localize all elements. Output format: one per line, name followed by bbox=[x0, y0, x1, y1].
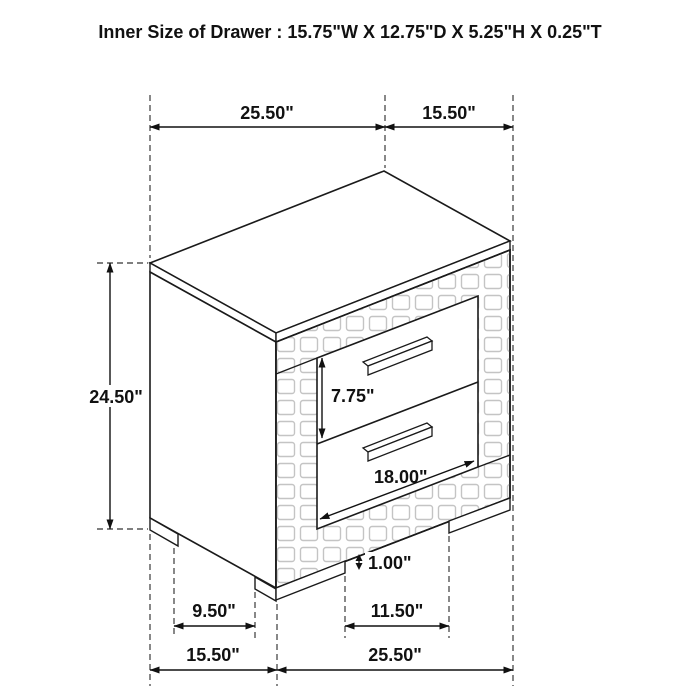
bottom-width-label: 25.50" bbox=[368, 645, 422, 665]
top-width-label: 25.50" bbox=[240, 103, 294, 123]
bottom-depth-label: 15.50" bbox=[186, 645, 240, 665]
drawer-width-label: 18.00" bbox=[374, 467, 428, 487]
arrow-down-icon bbox=[356, 563, 363, 570]
nightstand bbox=[150, 171, 510, 601]
side-leg-gap-label: 9.50" bbox=[192, 601, 236, 621]
base-clearance-label: 1.00" bbox=[368, 553, 412, 573]
top-depth-label: 15.50" bbox=[422, 103, 476, 123]
height-label: 24.50" bbox=[89, 387, 143, 407]
drawer-height-label: 7.75" bbox=[331, 386, 375, 406]
front-leg-gap-label: 11.50" bbox=[370, 601, 424, 621]
base-clearance-dim bbox=[356, 552, 428, 573]
drawing-title: Inner Size of Drawer : 15.75"W X 12.75"D X 5.25"H X 0.25"T bbox=[98, 22, 602, 42]
